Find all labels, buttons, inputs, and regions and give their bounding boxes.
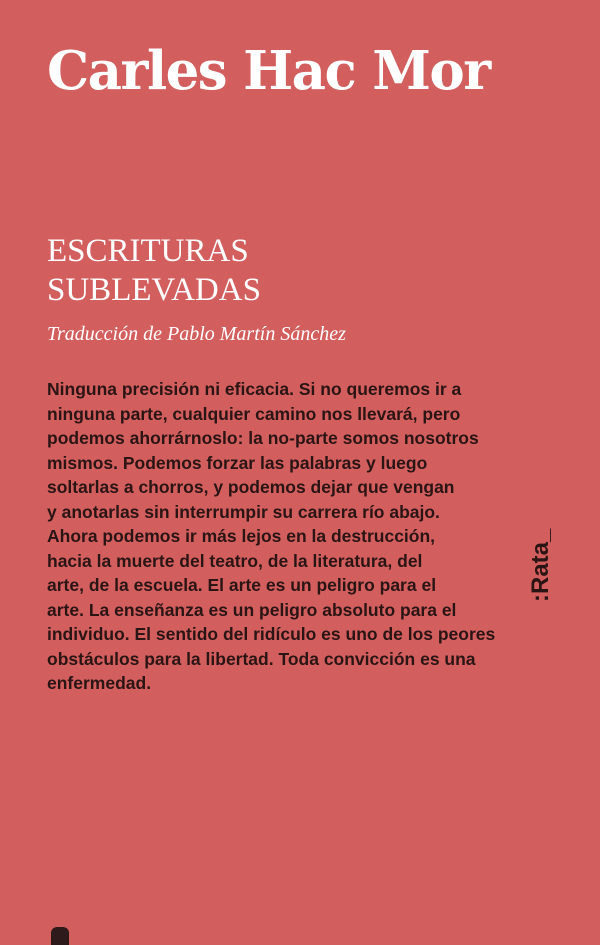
blurb-line: y anotarlas sin interrumpir su carrera río abajo. bbox=[47, 501, 440, 522]
blurb-line: obstáculos para la libertad. Toda convicción es una bbox=[47, 648, 476, 669]
author-name: Carles Hac Mor bbox=[47, 40, 490, 102]
blurb-line: arte, de la escuela. El arte es un peligro para el bbox=[47, 575, 437, 595]
blurb-line: soltarlas a chorros, y podemos dejar que vengan bbox=[47, 477, 455, 497]
blurb-line: enfermedad. bbox=[47, 673, 152, 693]
blurb-line: mismos. Podemos forzar las palabras y luego bbox=[47, 452, 428, 473]
blurb-line: podemos ahorrárnoslo: la no-parte somos nosotros bbox=[47, 428, 479, 448]
book-title bbox=[47, 232, 261, 310]
book-title-line-1: ESCRITURAS bbox=[47, 233, 249, 269]
blurb-line: arte. La enseñanza es un peligro absoluto para el bbox=[47, 599, 457, 620]
book-title-line-2: SUBLEVADAS bbox=[47, 272, 261, 308]
publisher-logo: :Rata_ bbox=[527, 528, 554, 602]
blurb-line: Ahora podemos ir más lejos en la destrucción, bbox=[47, 526, 436, 546]
translator-credit: Traducción de Pablo Martín Sánchez bbox=[47, 323, 346, 345]
bookmark-ribbon bbox=[51, 927, 69, 945]
blurb-line: individuo. El sentido del ridículo es uno de los peores bbox=[47, 624, 496, 644]
blurb-line: hacia la muerte del teatro, de la literatura, del bbox=[47, 550, 423, 571]
blurb-text bbox=[47, 377, 517, 696]
blurb-line: ninguna parte, cualquier camino nos llevará, pero bbox=[47, 403, 461, 424]
blurb-line: Ninguna precisión ni eficacia. Si no queremos ir a bbox=[47, 379, 462, 399]
